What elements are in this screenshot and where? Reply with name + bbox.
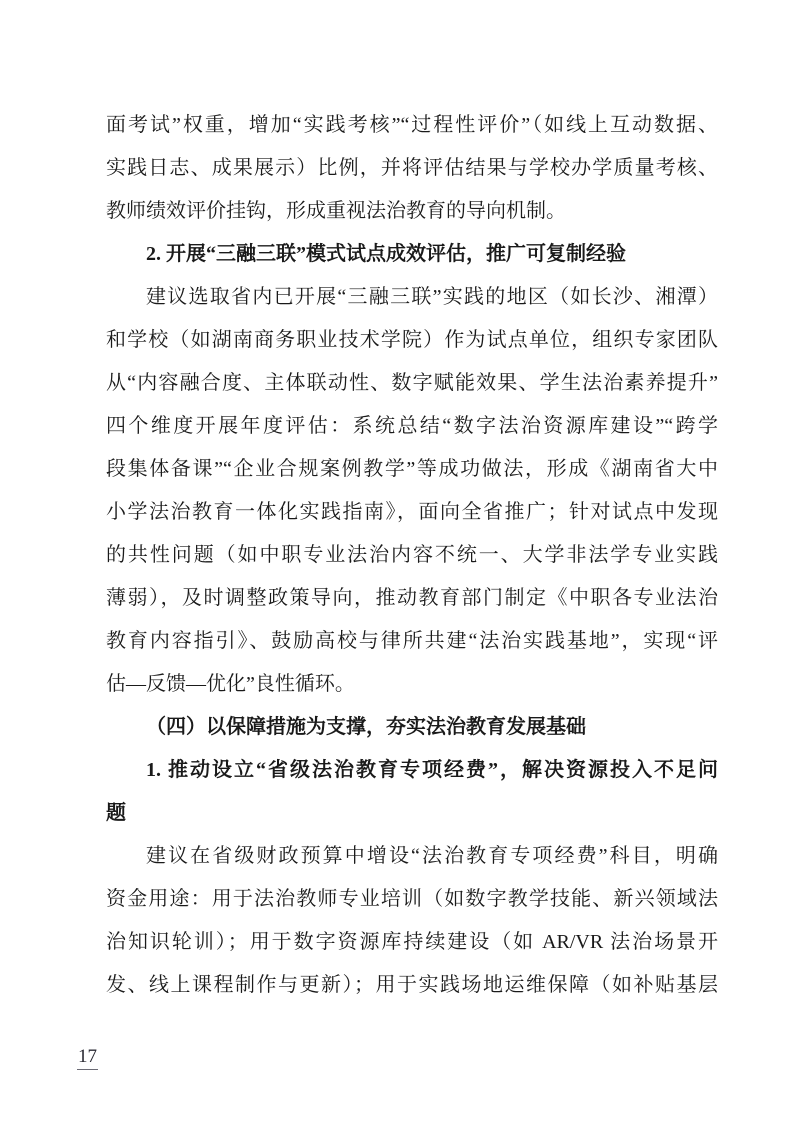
text-line: 薄弱），及时调整政策导向，推动教育部门制定《中职各专业法治 (106, 587, 718, 609)
text-line: 发、线上课程制作与更新）；用于实践场地运维保障（如补贴基层 (106, 974, 718, 996)
text-line: 的共性问题（如中职专业法治内容不统一、大学非法学专业实践 (106, 544, 718, 566)
text-line: 建议选取省内已开展“三融三联”实践的地区（如长沙、湘潭） (146, 286, 718, 308)
document-text-block (106, 104, 718, 1007)
text-line: 1. 推动设立“省级法治教育专项经费”，解决资源投入不足问 (146, 759, 718, 781)
text-line: 题 (106, 802, 126, 824)
text-line: 段集体备课”“企业合规案例教学”等成功做法，形成《湖南省大中 (106, 458, 718, 480)
page-number: 17 (77, 1046, 98, 1070)
text-line: 和学校（如湖南商务职业技术学院）作为试点单位，组织专家团队 (106, 329, 718, 351)
text-line: 教育内容指引》、鼓励高校与律所共建“法治实践基地”，实现“评 (106, 630, 718, 652)
text-line: 四个维度开展年度评估：系统总结“数字法治资源库建设”“跨学 (106, 415, 718, 437)
text-line: 教师绩效评价挂钩，形成重视法治教育的导向机制。 (106, 200, 566, 222)
text-line: 从“内容融合度、主体联动性、数字赋能效果、学生法治素养提升” (106, 372, 718, 394)
text-line: （四）以保障措施为支撑，夯实法治教育发展基础 (146, 716, 586, 738)
text-line: 面考试”权重，增加“实践考核”“过程性评价”（如线上互动数据、 (106, 114, 718, 136)
text-line: 治知识轮训）；用于数字资源库持续建设（如 AR/VR 法治场景开 (106, 931, 718, 953)
text-line: 实践日志、成果展示）比例，并将评估结果与学校办学质量考核、 (106, 157, 718, 179)
text-line: 建议在省级财政预算中增设“法治教育专项经费”科目，明确 (146, 845, 718, 867)
text-line: 资金用途：用于法治教师专业培训（如数字教学技能、新兴领域法 (106, 888, 718, 910)
text-line: 2. 开展“三融三联”模式试点成效评估，推广可复制经验 (146, 243, 626, 265)
text-line: 估—反馈—优化”良性循环。 (106, 673, 355, 695)
text-line: 小学法治教育一体化实践指南》，面向全省推广；针对试点中发现 (106, 501, 718, 523)
